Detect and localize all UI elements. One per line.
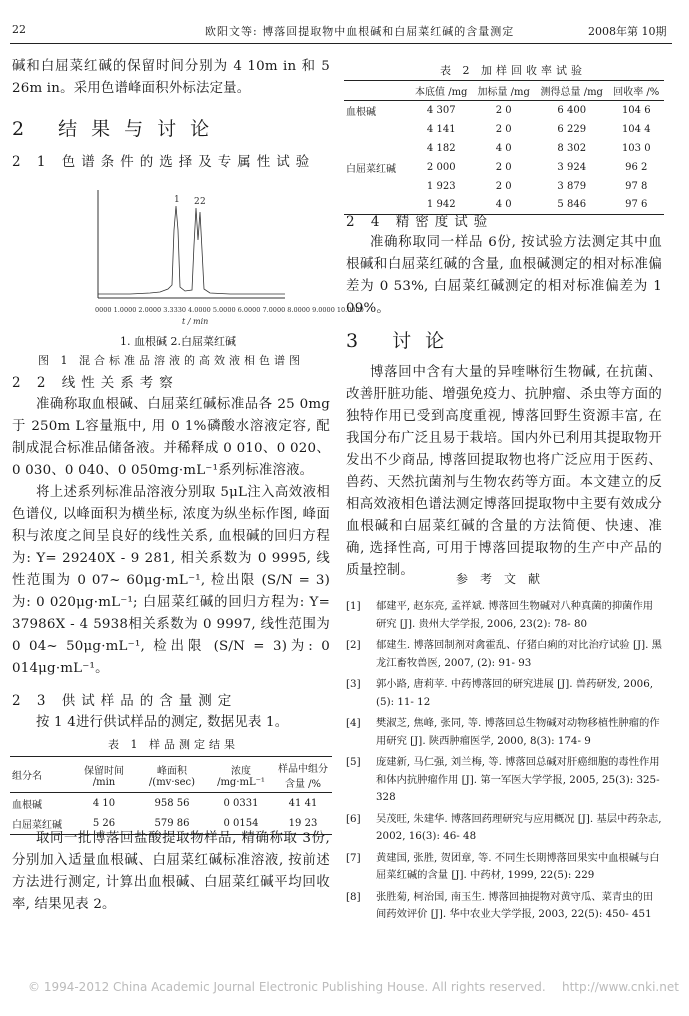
footer-url[interactable]: http://www.cnki.net [562,980,679,994]
table-1-header-row [10,757,332,793]
list-item [346,598,662,633]
table-2-cell: 1 923 [426,180,456,192]
table-1-header: 浓度 /mg·mL⁻¹ [217,765,265,788]
section-2-4-body: 准确称取同一样品 6份, 按试验方法测定其中血根碱和白屈菜红碱的含量, 血根碱测定的相对标准偏差为 0 53%, 白屈菜红碱测定的相对标准偏差为 1 09%。 [346,235,662,316]
section-2-3-body: 按 1 4进行供试样品的测定, 数据见表 1。 [36,715,289,730]
reference-number: [6] [346,812,361,825]
figure-caption: 图 1 混合标准品溶液的高效液相色谱图 [38,354,304,367]
issue-label: 2008年第 10期 [588,25,667,38]
table-row [10,793,332,814]
table-2-header-row [344,81,664,101]
x-axis-label: t / min [182,317,209,326]
table-2-cell: 2 0 [495,161,512,173]
table-1-cell: 0 0154 [223,818,259,830]
section-2-title: 2 结果与讨论 [12,118,224,140]
table-2-cell: 3 924 [557,161,587,173]
table-2-caption: 表 2 加样回收率试验 [440,64,586,77]
list-item [346,850,662,885]
table-2-cell: 4 0 [495,142,512,154]
reference-text: 张胜菊, 柯治国, 南玉生. 博落回抽提物对黄守瓜、菜青虫的田间药效评价 [J]. 华中农业大学学报, 2003, 22(5): 450- 451 [376,890,654,920]
table-2-cell: 6 229 [557,123,587,135]
table-1-cell: 0 0331 [223,797,259,809]
table-2-cell: 2 0 [495,180,512,192]
reference-number: [1] [346,600,361,612]
reference-number: [3] [346,678,361,690]
reference-text: 郁建平, 赵东亮, 孟祥斌. 博落回生物碱对八种真菌的抑菌作用研究 [J]. 贵州大学学报, 2006, 23(2): 78- 80 [376,600,654,630]
section-2-3-body-2: 取同一批博落回盐酸提取物样品, 精确称取 3份, 分别加入适量血根碱、白屈菜红碱标准溶液, 按前述方法进行测定, 计算出血根碱、白屈菜红碱平均回收率, 结果见表 2。 [12,831,330,912]
table-2-header [344,81,410,101]
table-1-cell: 958 56 [154,797,190,809]
table-2-cell: 4 141 [426,123,456,135]
reference-text: 郭小路, 唐莉苹. 中药博落回的研究进展 [J]. 兽药研发, 2006, (5): 11- 12 [376,678,654,708]
x-tick-labels: 0000 1.0000 2.0000 3.3330 4.0000 5.0000 6.0000 7.0000 8.0000 9.0000 10.0000 [95,306,364,314]
table-2-cell: 5 846 [557,199,587,211]
section-2-3-title: 2 3 供试样品的含量测定 [12,693,238,709]
section-3-body: 博落回中含有大量的异喹啉衍生物碱, 在抗菌、改善肝脏功能、增强免疫力、抗肿瘤、杀虫等方面的独特作用已受到高度重视, 博落回野生资源丰富, 在我国分布广泛且易于栽培。国内外已利用其提取物开发出不少商品, 博落回提取物也将广泛应用于医药、兽药、天然抗菌剂与生物农药等方面。本文建立的反相高效液相色谱法测定博落回提取物中主要有效成分血根碱和白屈菜红碱的含量的方法简便、快速、准确, 选择性高, 可用于博落回提取物的生产中产品的质量控制。 [346,365,662,578]
table-1-header: 组分名 [12,771,42,782]
table-2-cell: 2 000 [426,161,456,173]
list-item [346,754,662,807]
table-2-cell: 4 0 [495,199,512,211]
table-2-cell: 2 0 [495,123,512,135]
list-item [346,889,662,924]
header-rule [10,43,672,44]
reference-number: [8] [346,890,361,903]
chromatogram-trace [98,206,285,294]
section-2-2-title: 2 2 线性关系考察 [12,375,179,391]
table-2-cell: 4 182 [426,142,456,154]
reference-list [346,598,662,928]
table-2-cell [344,177,410,196]
table-2-cell [344,139,410,158]
peak-1-label: 1 [174,195,180,205]
table-1-caption: 表 1 样品测定结果 [108,738,239,751]
table-2 [344,80,664,215]
reference-text: 庞建新, 马仁强, 刘兰梅, 等. 博落回总碱对肝癌细胞的毒性作用和体内抗肿瘤作用 [J]. 第一军医大学学报, 2005, 25(3): 325- 328 [376,756,660,803]
table-2-cell: 96 2 [625,161,648,173]
reference-number: [5] [346,756,361,768]
table-2-cell: 8 302 [557,142,587,154]
table-2-cell: 97 6 [625,199,648,211]
table-row [344,177,664,196]
reference-text: 樊淑芝, 焦峰, 张同, 等. 博落回总生物碱对动物移植性肿瘤的作用研究 [J]. 陕西肿瘤医学, 2000, 8(3): 174- 9 [376,717,660,747]
peak-2b-label: 2 [200,197,206,207]
running-title: 欧阳文等: 博落回提取物中血根碱和白屈菜红碱的含量测定 [205,25,515,38]
intro-paragraph: 碱和白屈菜红碱的保留时间分别为 4 10m in 和 5 26m in。采用色谱峰面积外标法定量。 [12,59,330,96]
table-2-header: 本底值 /mg [415,87,468,98]
reference-number: [4] [346,717,361,729]
section-2-1-title: 2 1 色谱条件的选择及专属性试验 [12,154,316,170]
table-2-header: 加标量 /mg [477,87,530,98]
table-1-header: 保留时间 /min [84,765,124,788]
table-2-cell: 2 0 [495,104,512,116]
table-1-cell: 579 86 [154,818,190,830]
reference-text: 黄建国, 张胜, 贺团章, 等. 不同生长期博落回果实中血根碱与白屈菜红碱的含量 [J]. 中药材, 1999, 22(5): 229 [376,851,660,881]
table-1-cell: 19 23 [288,818,318,830]
table-1-header: 峰面积 /(mv·sec) [148,765,196,788]
reference-number: [2] [346,639,361,651]
chromatogram-figure [90,190,364,330]
figure-legend: 1. 血根碱 2.白屈菜红碱 [120,335,236,348]
list-item [346,637,662,672]
table-2-header: 回收率 /% [613,87,660,98]
table-2-cell: 血根碱 [346,106,376,118]
table-2-cell: 103 0 [621,142,651,154]
section-2-2-body: 准确称取血根碱、白屈菜红碱标准品各 25 0mg 于 250m L容量瓶中, 用 0 1%磷酸水溶液定容, 配制成混合标准品储备液。并稀释成 0 010、0 020、0 030、0 040、0 050mg·mL⁻¹系列标准溶液。 [12,397,330,478]
section-3-title: 3 讨论 [346,330,459,352]
table-2-cell: 1 942 [426,199,456,211]
table-1-cell: 血根碱 [12,799,42,811]
section-2-2-body-2: 将上述系列标准品溶液分别取 5μL注入高效液相色谱仪, 以峰面积为横坐标, 浓度为纵坐标作图, 峰面积与浓度之间呈良好的线性关系, 血根碱的回归方程为: Y= 29240X - 9 281, 相关系数为 0 9995, 线性范围为 0 07~ 60μg·mL⁻¹, 检出限 (S/N = 3)为: 0 020μg·mL⁻¹; 白屈菜红碱的回归方程为: Y= 37986X - 4 5938相关系数为 0 9997, 线性范围为 0 04~ 50μg·mL⁻¹, 检出限 (S/N = 3)为: 0 014μg·mL⁻¹。 [12,485,330,676]
table-2-cell: 97 8 [625,180,648,192]
page-number: 22 [12,23,26,36]
table-1-cell: 白屈菜红碱 [12,820,62,832]
reference-text: 吴茂旺, 朱建华. 博落回药理研究与应用概况 [J]. 基层中药杂志, 2002, 16(3): 46- 48 [376,812,662,842]
table-row [344,139,664,158]
table-1 [10,756,332,835]
table-2-cell: 6 400 [557,104,587,116]
section-2-4-title: 2 4 精密度试验 [346,214,494,230]
list-item [346,676,662,711]
table-2-cell [344,120,410,139]
list-item [346,811,662,846]
peak-2-label: 2 [194,197,200,207]
table-1-cell: 4 10 [92,797,116,809]
table-1-cell: 5 26 [92,818,116,830]
table-2-cell: 4 307 [426,104,456,116]
table-2-cell: 3 879 [557,180,587,192]
table-2-cell: 104 6 [621,104,651,116]
table-2-cell: 104 4 [621,123,651,135]
table-row [344,158,664,177]
reference-number: [7] [346,851,361,864]
table-2-header: 测得总量 /mg [540,87,603,98]
table-1-cell: 41 41 [288,797,318,809]
table-row [344,120,664,139]
list-item [346,715,662,750]
reference-text: 郁建生. 博落回制剂对禽霍乱、仔猪白痢的对比治疗试验 [J]. 黑龙江畜牧兽医, 2007, (2): 91- 93 [376,639,662,669]
table-row [344,101,664,120]
references-title: 参考文献 [456,572,553,586]
table-2-cell: 白屈菜红碱 [346,163,396,175]
copyright-notice: © 1994-2012 China Academic Journal Electronic Publishing House. All rights reserved. [28,980,546,994]
table-1-header: 样品中组分含量 /% [278,763,328,790]
